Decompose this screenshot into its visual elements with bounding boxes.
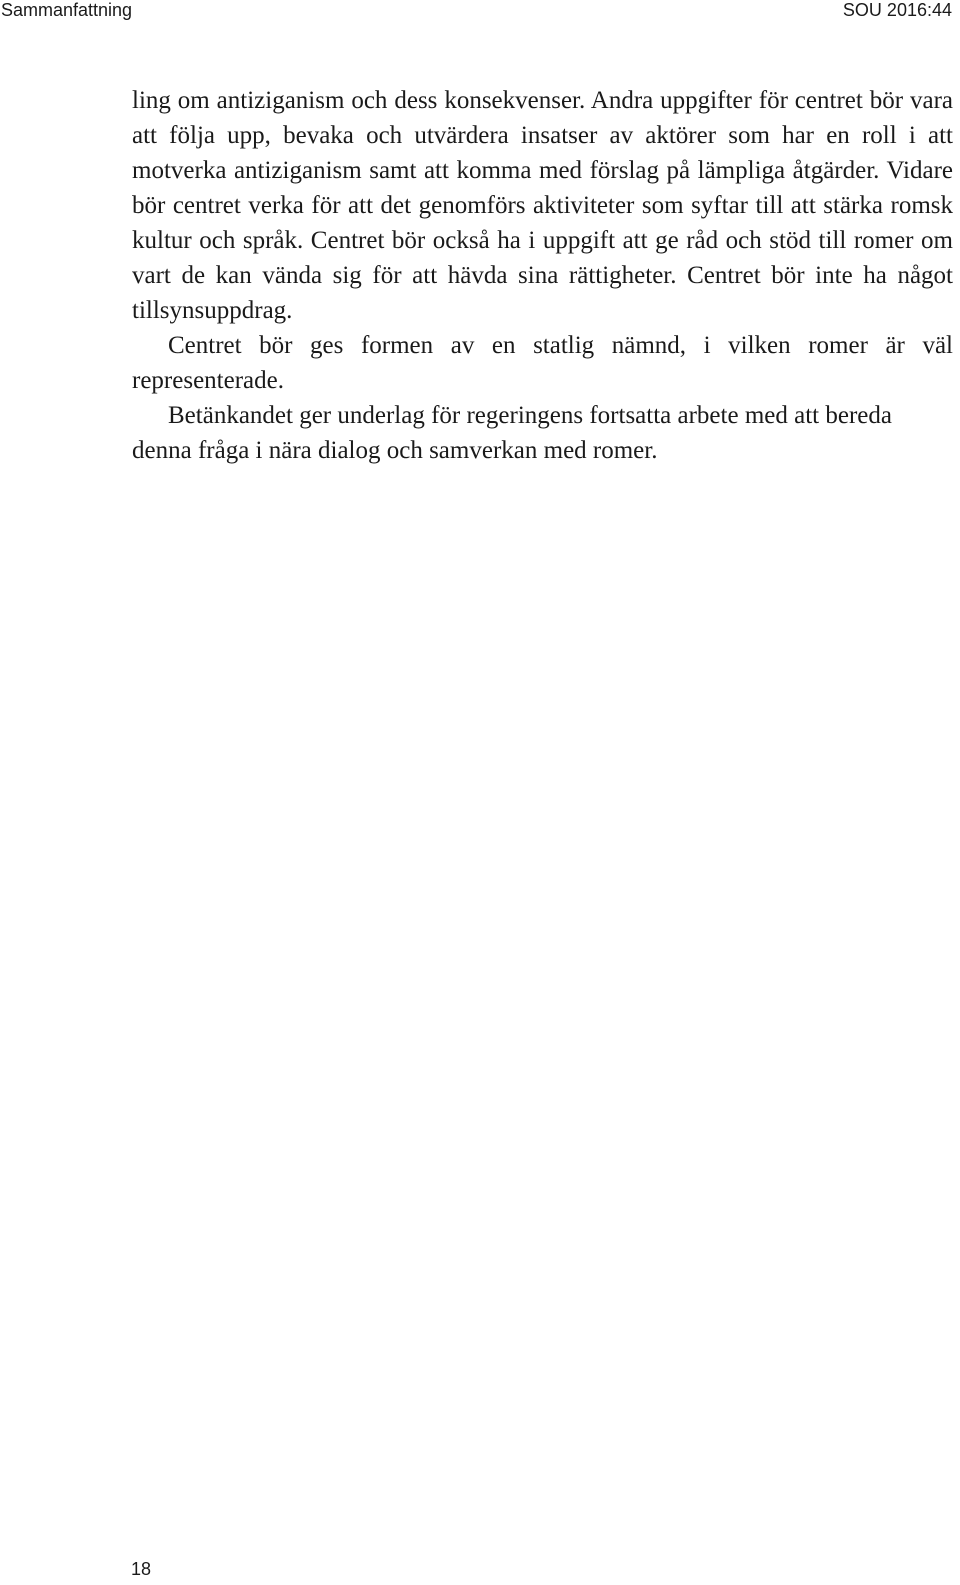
body-text — [132, 83, 953, 468]
running-header — [0, 0, 960, 24]
section-title: Sammanfattning — [1, 0, 133, 20]
paragraph: Betänkandet ger underlag för regeringens fortsatta arbete med att bereda denna fråga i nära dialog och samverkan med romer. — [132, 402, 892, 464]
report-id: SOU 2016:44 — [842, 0, 952, 20]
paragraph: ling om antiziganism och dess konsekvenser. Andra uppgifter för centret bör vara att följa upp, bevaka och utvärdera insatser av aktörer som har en roll i att motverka antiziganism samt att komma med förslag på lämpliga åtgärder. Vidare bör centret verka för att det genomförs aktiviteter som syftar till att stärka romsk kultur och språk. Centret bör också ha i uppgift att ge råd och stöd till romer om vart de kan vända sig för att hävda sina rättigheter. Centret bör inte ha något tillsynsuppdrag. — [132, 87, 953, 324]
paragraph: Centret bör ges formen av en statlig nämnd, i vilken romer är väl representerade. — [132, 332, 953, 394]
page-number: 18 — [131, 1559, 152, 1579]
